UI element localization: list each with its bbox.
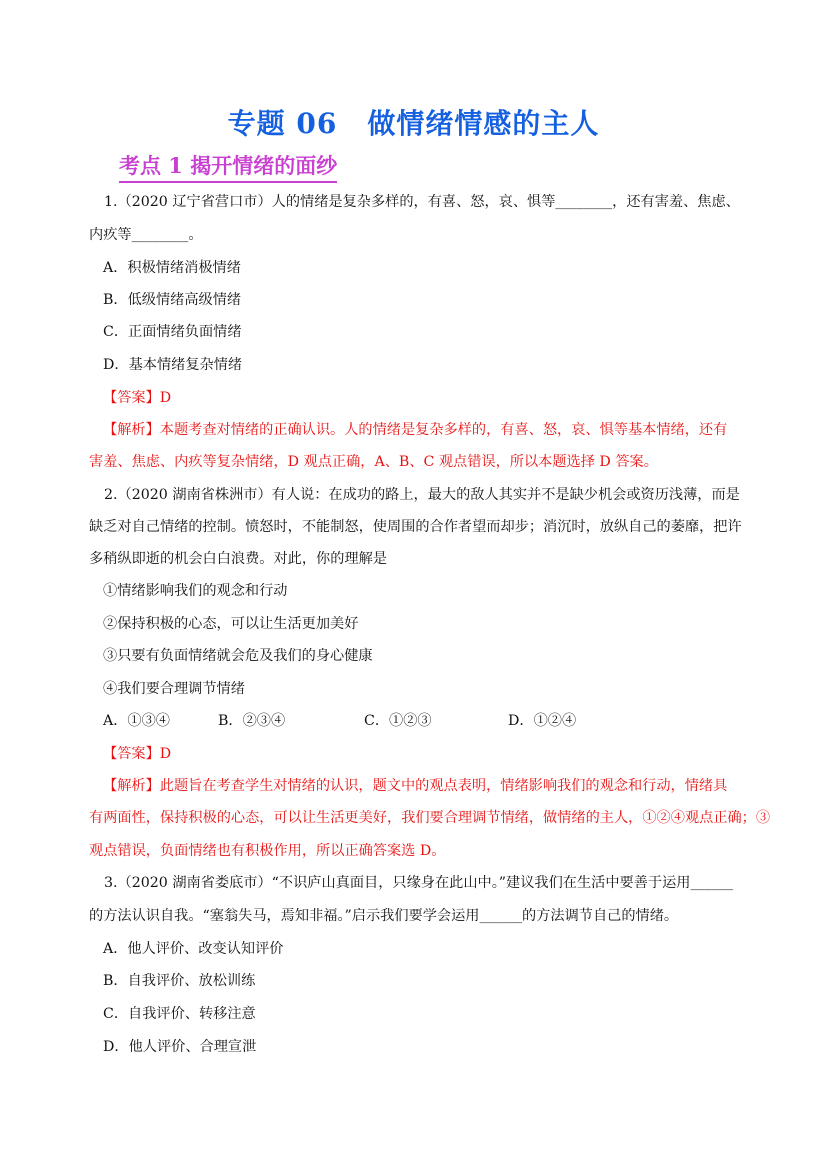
page-title — [0, 102, 827, 142]
question-2-stem-line-2: 缺乏对自己情绪的控制。愤怒时，不能制怒，使周围的合作者望而却步；消沉时，放纵自己的萎靡，把许 — [89, 519, 742, 535]
question-3-stem-line-1: 3.（2020 湖南省娄底市）“不识庐山真面目，只缘身在此山中。”建议我们在生活中要善于运用______ — [104, 875, 734, 891]
section-heading: 考点 1 揭开情绪的面纱 — [119, 150, 337, 183]
question-3-option-c: C．自我评价、转移注意 — [103, 1006, 256, 1022]
question-3-option-a: A．他人评价、改变认知评价 — [103, 941, 284, 957]
title-topic-name: 做情绪情感的主人 — [367, 107, 600, 140]
question-2-options-row — [103, 711, 703, 731]
question-2-stem-line-3: 多稍纵即逝的机会白白浪费。对此，你的理解是 — [89, 551, 387, 567]
question-3-stem-line-2: 的方法认识自我。“塞翁失马，焉知非福。”启示我们要学会运用______的方法调节自己的情绪。 — [89, 908, 679, 924]
question-2-answer: 【答案】D — [103, 746, 172, 762]
question-2-option-d: D．①②④ — [508, 713, 577, 729]
question-2-statement-3: ③只要有负面情绪就会危及我们的身心健康 — [103, 648, 373, 664]
question-2-analysis-line-1: 【解析】此题旨在考查学生对情绪的认识，题文中的观点表明，情绪影响我们的观念和行动，情绪具 — [103, 778, 728, 794]
title-topic-number: 专题 06 — [227, 107, 338, 140]
question-2-option-a: A．①③④ — [103, 713, 170, 729]
question-1-analysis-line-1: 【解析】本题考查对情绪的正确认识。人的情绪是复杂多样的，有喜、怒，哀、惧等基本情绪，还有 — [103, 422, 728, 438]
question-2-statement-2: ②保持积极的心态，可以让生活更加美好 — [103, 616, 359, 632]
question-2-option-b: B．②③④ — [218, 713, 286, 729]
question-1-stem-line-1: 1.（2020 辽宁省营口市）人的情绪是复杂多样的，有喜、怒，哀、惧等________，还有害羞、焦虑、 — [104, 194, 740, 210]
question-2-stem-line-1: 2.（2020 湖南省株洲市）有人说：在成功的路上，最大的敌人其实并不是缺少机会或资历浅薄，而是 — [104, 487, 740, 503]
question-1-answer: 【答案】D — [103, 390, 172, 406]
question-1-option-b: B．低级情绪高级情绪 — [103, 292, 242, 308]
question-1-stem-line-2: 内疚等________。 — [89, 227, 203, 243]
question-2-statement-1: ①情绪影响我们的观念和行动 — [103, 583, 288, 599]
question-1-option-a: A．积极情绪消极情绪 — [103, 260, 241, 276]
question-1-option-c: C．正面情绪负面情绪 — [103, 324, 242, 340]
question-1-option-d: D．基本情绪复杂情绪 — [103, 357, 243, 373]
question-3-option-b: B．自我评价、放松训练 — [103, 973, 256, 989]
question-2-option-c: C．①②③ — [364, 713, 432, 729]
question-2-analysis-line-3: 观点错误，负面情绪也有积极作用，所以正确答案选 D。 — [89, 843, 446, 859]
question-1-analysis-line-2: 害羞、焦虑、内疚等复杂情绪，D 观点正确，A、B、C 观点错误，所以本题选择 D 答案。 — [89, 454, 658, 470]
question-2-statement-4: ④我们要合理调节情绪 — [103, 681, 245, 697]
question-2-analysis-line-2: 有两面性，保持积极的心态，可以让生活更美好，我们要合理调节情绪，做情绪的主人，①②④观点正确；③ — [89, 810, 771, 826]
question-3-option-d: D．他人评价、合理宣泄 — [103, 1039, 257, 1055]
